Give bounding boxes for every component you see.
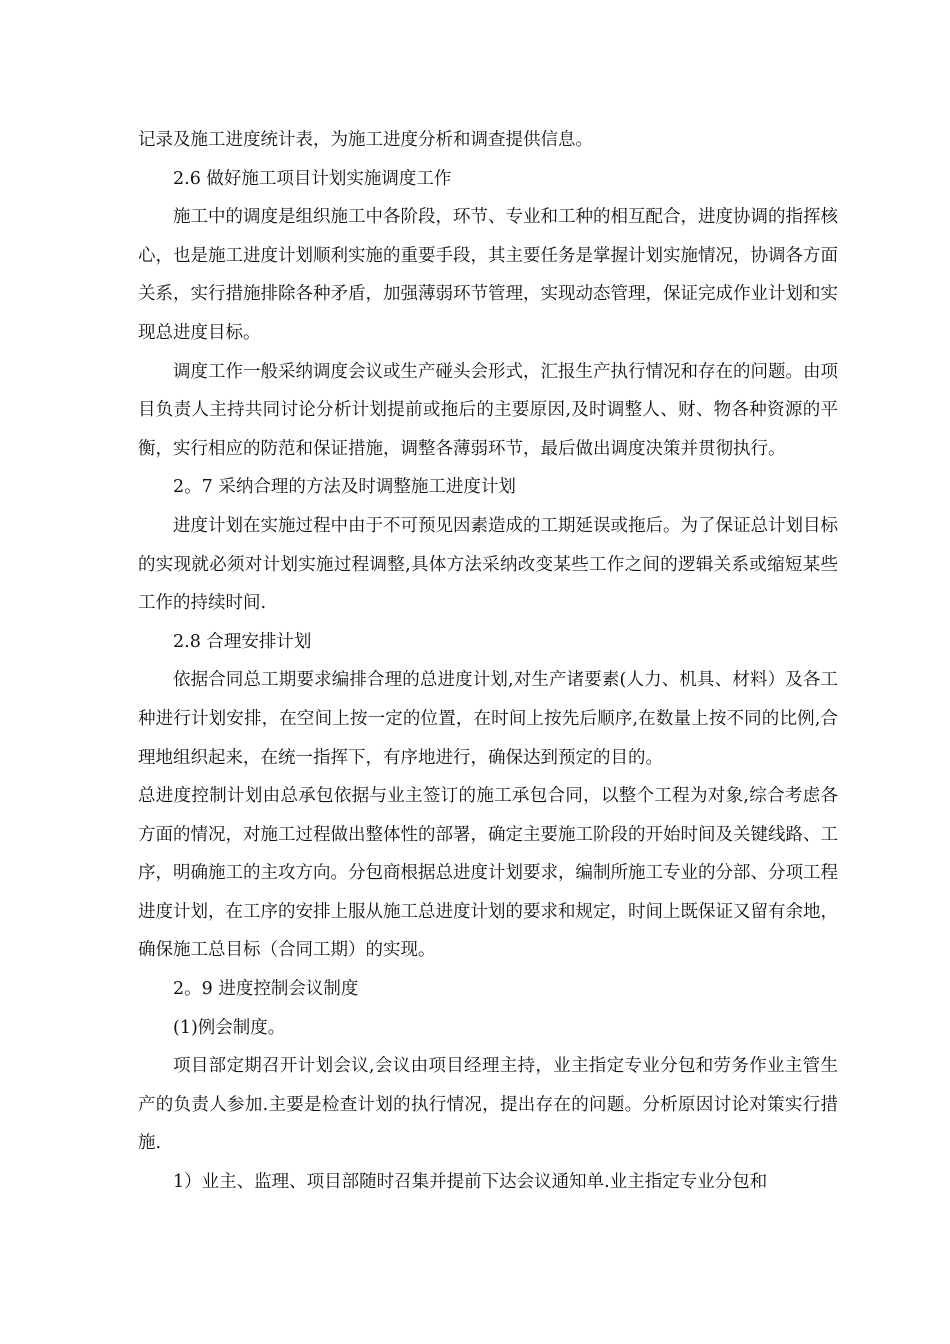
section-heading-2-7: 2。7 采纳合理的方法及时调整施工进度计划 <box>173 477 516 498</box>
paragraph: 调度工作一般采纳调度会议或生产碰头会形式，汇报生产执行情况和存在的问题。由项目负责人主持共同讨论分析计划提前或拖后的主要原因,及时调整人、财、物各种资源的平衡，实行相应的防范和保证措施，调整各薄弱环节，最后做出调度决策并贯彻执行。 <box>138 361 838 459</box>
paragraph: 项目部定期召开计划会议,会议由项目经理主持，业主指定专业分包和劳务作业主管生产的负责人参加.主要是检查计划的执行情况，提出存在的问题。分析原因讨论对策实行措施. <box>138 1056 838 1154</box>
list-item: 1）业主、监理、项目部随时召集并提前下达会议通知单.业主指定专业分包和 <box>173 1172 768 1193</box>
paragraph: 进度计划在实施过程中由于不可预见因素造成的工期延误或拖后。为了保证总计划目标的实现就必须对计划实施过程调整,具体方法采纳改变某些工作之间的逻辑关系或缩短某些工作的持续时间. <box>138 515 838 614</box>
paragraph: 依据合同总工期要求编排合理的总进度计划,对生产诸要素(人力、机具、材料）及各工种进行计划安排，在空间上按一定的位置，在时间上按先后顺序,在数量上按不同的比例,合理地组织起来，在统一指挥下，有序地进行，确保达到预定的目的。 <box>138 670 838 768</box>
section-heading-2-8: 2.8 合理安排计划 <box>173 631 312 652</box>
list-heading: (1)例会制度。 <box>173 1017 286 1038</box>
paragraph: 记录及施工进度统计表，为施工进度分析和调查提供信息。 <box>138 130 593 150</box>
body-text <box>138 121 838 1202</box>
paragraph: 施工中的调度是组织施工中各阶段，环节、专业和工种的相互配合，进度协调的指挥核心，也是施工进度计划顺利实施的重要手段，其主要任务是掌握计划实施情况，协调各方面关系，实行措施排除各种矛盾，加强薄弱环节管理，实现动态管理，保证完成作业计划和实现总进度目标。 <box>138 207 838 343</box>
paragraph: 总进度控制计划由总承包依据与业主签订的施工承包合同，以整个工程为对象,综合考虑各方面的情况，对施工过程做出整体性的部署，确定主要施工阶段的开始时间及关键线路、工序，明确施工的主攻方向。分包商根据总进度计划要求，编制所施工专业的分部、分项工程进度计划，在工序的安排上服从施工总进度计划的要求和规定，时间上既保证又留有余地，确保施工总目标（合同工期）的实现。 <box>138 786 838 961</box>
section-heading-2-9: 2。9 进度控制会议制度 <box>173 979 359 1000</box>
section-heading-2-6: 2.6 做好施工项目计划实施调度工作 <box>173 168 452 189</box>
